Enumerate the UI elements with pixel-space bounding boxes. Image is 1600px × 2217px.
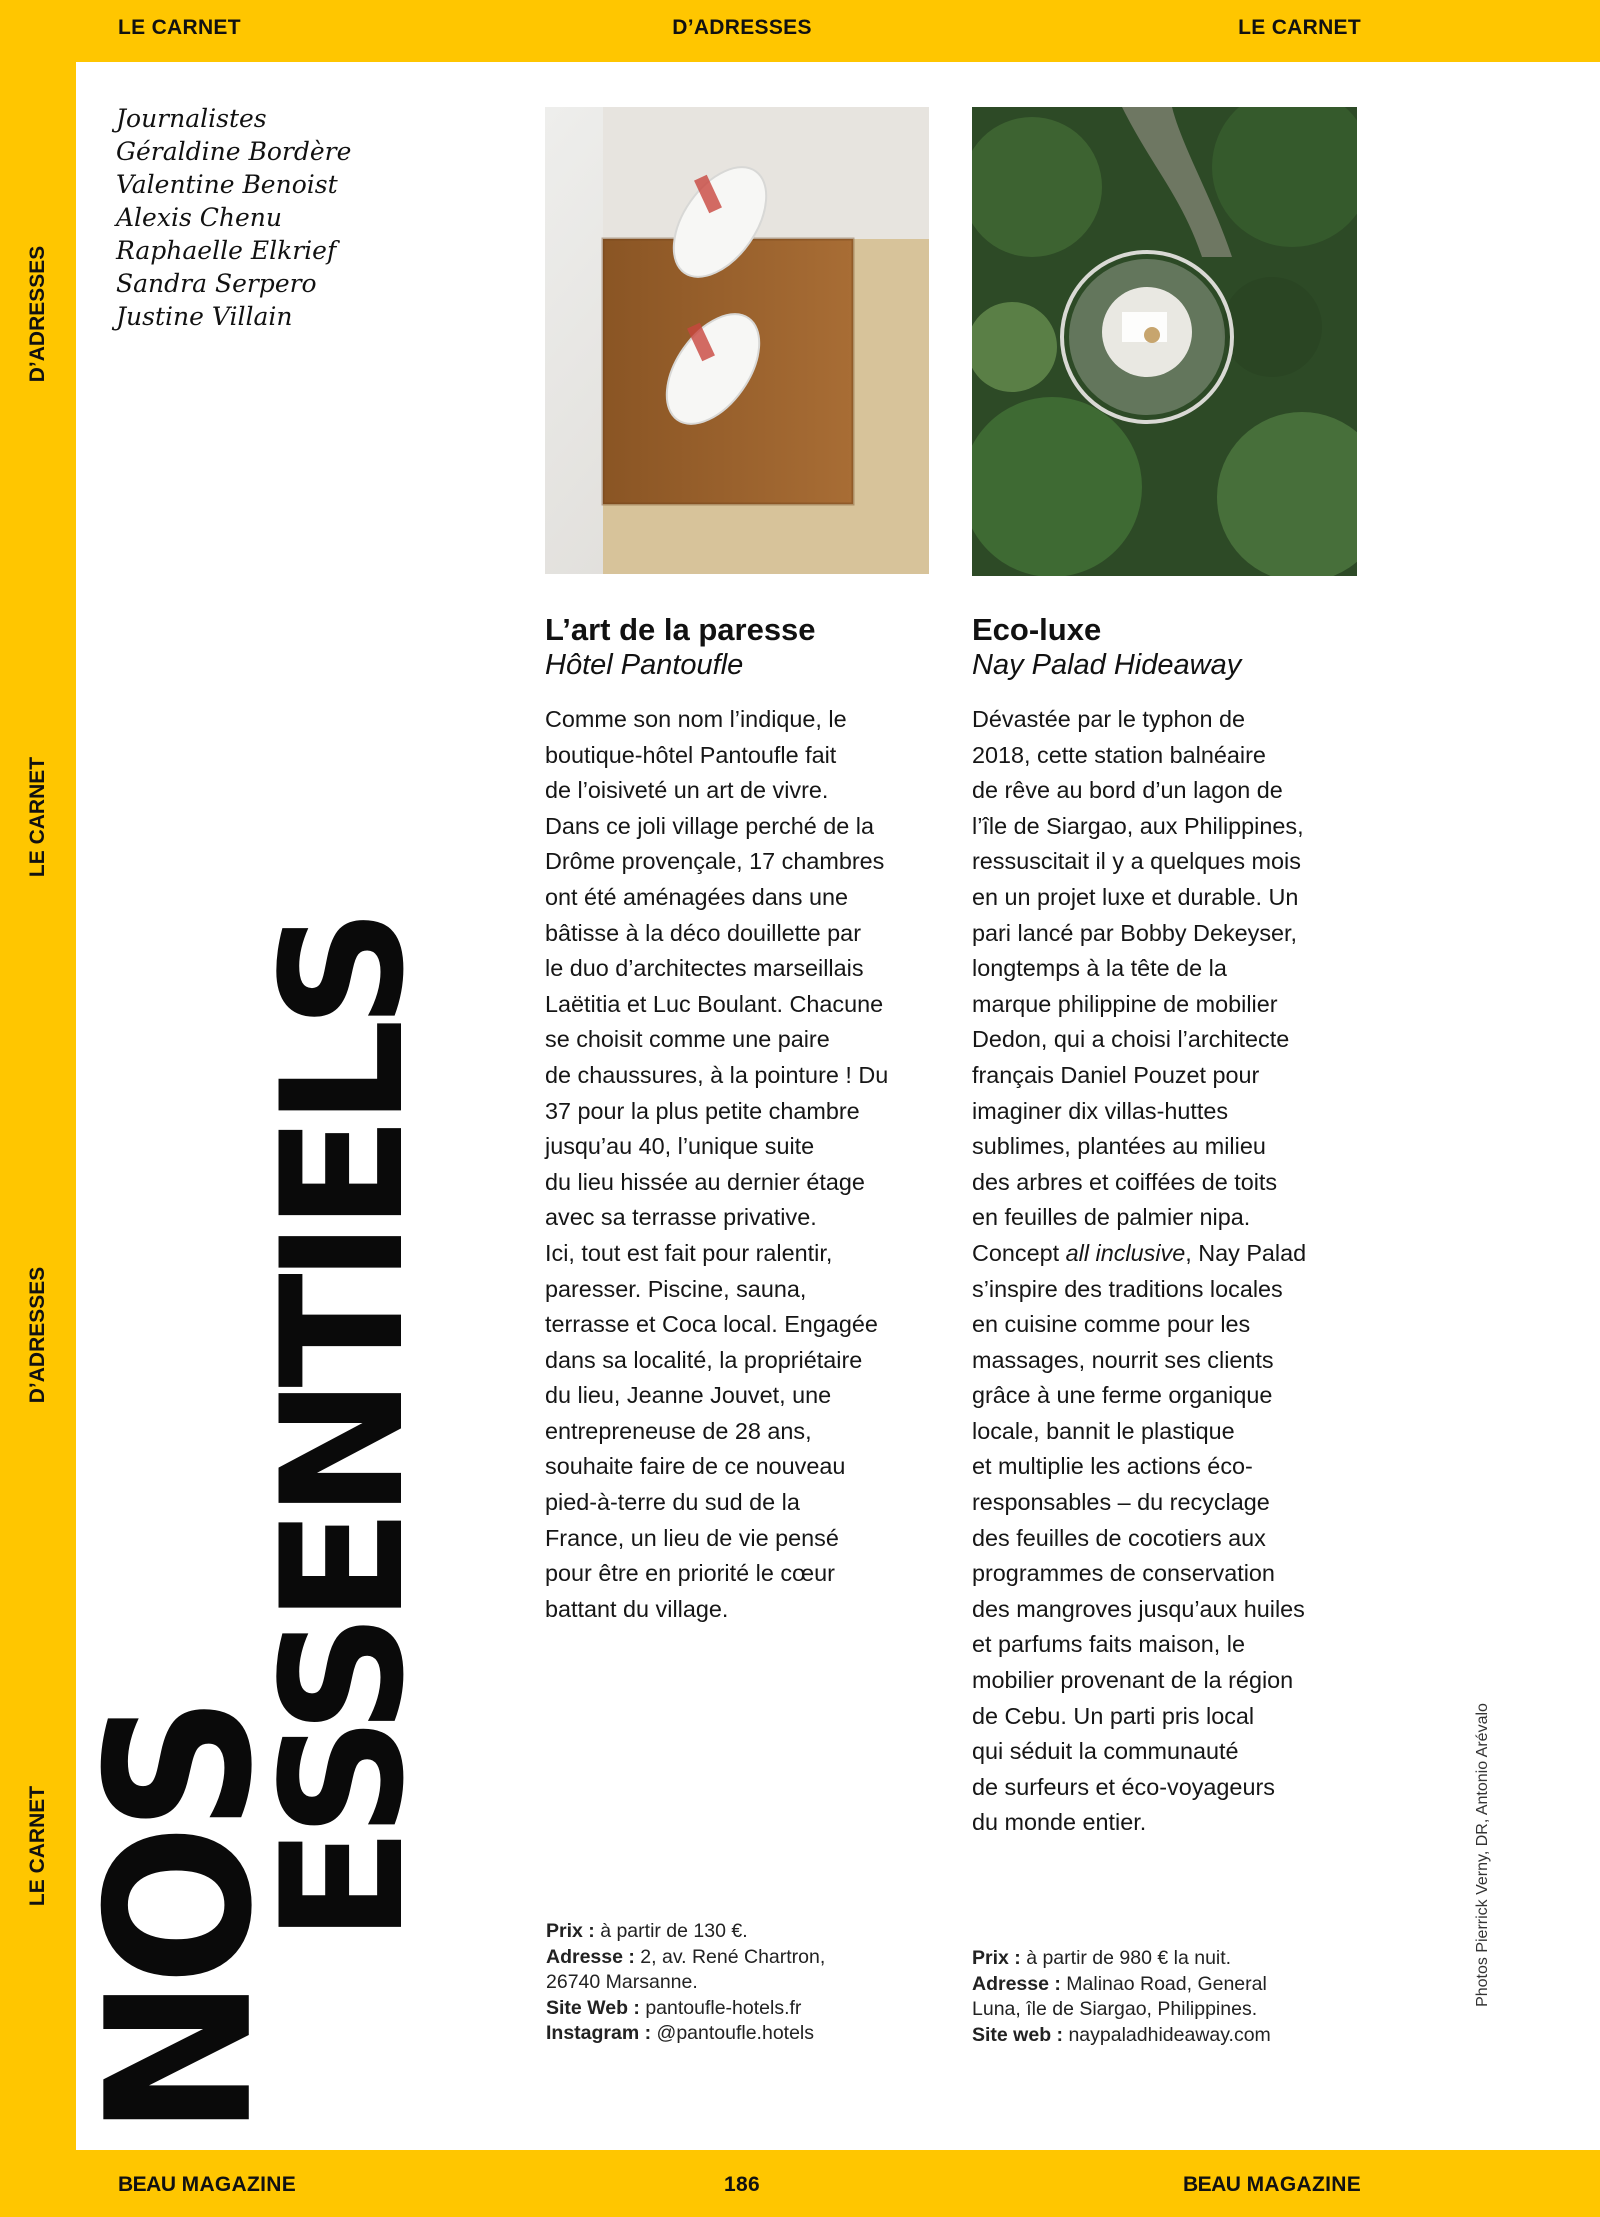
body-line: longtemps à la tête de la bbox=[972, 955, 1227, 982]
body-line: se choisit comme une paire bbox=[545, 1026, 830, 1053]
section-title-nos: NOS bbox=[63, 1703, 297, 2137]
journalist-name: Valentine Benoist bbox=[116, 170, 338, 199]
body-line: de rêve au bord d’un lagon de bbox=[972, 777, 1283, 804]
body-line: imaginer dix villas-huttes bbox=[972, 1097, 1229, 1124]
practical-info-pantoufle bbox=[546, 1919, 825, 2047]
body-line: avec sa terrasse privative. bbox=[545, 1204, 817, 1231]
journalist-name: Sandra Serpero bbox=[116, 269, 317, 298]
body-line: du lieu, Jeanne Jouvet, une bbox=[545, 1382, 832, 1409]
footer-magazine-name: BEAU MAGAZINE bbox=[1182, 2173, 1361, 2196]
article-title: Eco-luxe bbox=[972, 612, 1102, 647]
body-line: massages, nourrit ses clients bbox=[972, 1346, 1274, 1373]
header-right-label: LE CARNET bbox=[1238, 16, 1361, 39]
body-line: Dans ce joli village perché de la bbox=[545, 812, 874, 839]
body-line: Comme son nom l’indique, le bbox=[545, 706, 847, 732]
journalist-list bbox=[116, 102, 351, 333]
info-address: Adresse : 2, av. René Chartron, bbox=[546, 1945, 826, 1968]
body-line: dans sa localité, la propriétaire bbox=[545, 1346, 863, 1373]
body-line: des feuilles de cocotiers aux bbox=[972, 1524, 1266, 1551]
body-line: sublimes, plantées au milieu bbox=[972, 1133, 1266, 1160]
article-subtitle: Hôtel Pantoufle bbox=[545, 649, 744, 681]
info-address: Adresse : Malinao Road, General bbox=[972, 1972, 1267, 1995]
body-line: pour être en priorité le cœur bbox=[545, 1560, 835, 1587]
body-line: et multiplie les actions éco- bbox=[972, 1453, 1253, 1480]
info-price: Prix : à partir de 980 € la nuit. bbox=[972, 1947, 1232, 1969]
body-line: France, un lieu de vie pensé bbox=[545, 1524, 839, 1551]
body-line: locale, bannit le plastique bbox=[972, 1417, 1235, 1444]
body-line: mobilier provenant de la région bbox=[972, 1667, 1294, 1694]
body-line: de surfeurs et éco-voyageurs bbox=[972, 1773, 1275, 1800]
section-title-essentiels: ESSENTIELS bbox=[245, 917, 441, 1943]
body-line: entrepreneuse de 28 ans, bbox=[545, 1417, 812, 1444]
sidebar-label: LE CARNET bbox=[26, 756, 49, 878]
body-line: des arbres et coiffées de toits bbox=[972, 1168, 1278, 1195]
info-instagram[interactable]: Instagram : @pantoufle.hotels bbox=[546, 2022, 815, 2044]
body-line: Laëtitia et Luc Boulant. Chacune bbox=[545, 990, 884, 1017]
body-line: bâtisse à la déco douillette par bbox=[545, 919, 861, 946]
body-line: français Daniel Pouzet pour bbox=[972, 1061, 1260, 1088]
body-line: marque philippine de mobilier bbox=[972, 990, 1278, 1017]
info-address-cont: 26740 Marsanne. bbox=[546, 1971, 698, 1993]
article-body bbox=[545, 702, 935, 1627]
article-subtitle: Nay Palad Hideaway bbox=[972, 649, 1242, 681]
body-line: battant du village. bbox=[545, 1595, 729, 1622]
body-line: terrasse et Coca local. Engagée bbox=[545, 1311, 878, 1338]
info-address-cont: Luna, île de Siargao, Philippines. bbox=[972, 1998, 1258, 2020]
body-line: grâce à une ferme organique bbox=[972, 1382, 1273, 1409]
body-line-concept: Concept all inclusive, Nay Palad bbox=[972, 1239, 1307, 1266]
article-title: L’art de la paresse bbox=[545, 612, 816, 647]
photo-credit: Photos Pierrick Verny, DR, Antonio Arévalo bbox=[1474, 1703, 1491, 2007]
page-number: 186 bbox=[724, 2173, 760, 2196]
body-line: en cuisine comme pour les bbox=[972, 1311, 1251, 1338]
journalist-name: Raphaelle Elkrief bbox=[116, 236, 337, 265]
practical-info-nay-palad bbox=[972, 1946, 1271, 2048]
info-website[interactable]: Site web : naypaladhideaway.com bbox=[972, 2023, 1271, 2046]
journalist-heading: Journalistes bbox=[116, 104, 267, 133]
body-line: ressuscitait il y a quelques mois bbox=[972, 848, 1301, 875]
body-line: de l’oisiveté un art de vivre. bbox=[545, 777, 829, 804]
info-website[interactable]: Site Web : pantoufle-hotels.fr bbox=[546, 1996, 802, 2019]
body-line: Dévastée par le typhon de bbox=[972, 706, 1246, 732]
body-line: des mangroves jusqu’aux huiles bbox=[972, 1595, 1305, 1622]
article-body bbox=[972, 702, 1362, 1841]
body-line: du lieu hissée au dernier étage bbox=[545, 1168, 865, 1195]
body-line: ont été aménagées dans une bbox=[545, 883, 849, 910]
body-line: Drôme provençale, 17 chambres bbox=[545, 848, 885, 875]
body-line: boutique-hôtel Pantoufle fait bbox=[545, 741, 837, 768]
journalist-name: Justine Villain bbox=[116, 302, 293, 331]
body-line: Ici, tout est fait pour ralentir, bbox=[545, 1239, 833, 1266]
body-line: pari lancé par Bobby Dekeyser, bbox=[972, 919, 1298, 946]
footer-magazine-name: BEAU MAGAZINE bbox=[118, 2173, 297, 2196]
body-line: pied-à-terre du sud de la bbox=[545, 1489, 800, 1516]
body-line: l’île de Siargao, aux Philippines, bbox=[972, 812, 1304, 839]
body-line: de chaussures, à la pointure ! Du bbox=[545, 1061, 889, 1088]
sidebar-label: D’ADRESSES bbox=[26, 245, 49, 383]
body-line: qui séduit la communauté bbox=[972, 1738, 1239, 1765]
journalist-name: Géraldine Bordère bbox=[116, 137, 352, 166]
body-line: en un projet luxe et durable. Un bbox=[972, 883, 1299, 910]
body-line: 2018, cette station balnéaire bbox=[972, 741, 1266, 768]
body-line: Dedon, qui a choisi l’architecte bbox=[972, 1026, 1290, 1053]
resort-aerial-photo bbox=[972, 107, 1357, 576]
body-line: jusqu’au 40, l’unique suite bbox=[545, 1133, 815, 1160]
article-pantoufle bbox=[545, 612, 935, 1627]
body-line: le duo d’architectes marseillais bbox=[545, 955, 864, 982]
info-price: Prix : à partir de 130 €. bbox=[546, 1920, 748, 1942]
body-line: responsables – du recyclage bbox=[972, 1489, 1270, 1516]
body-line: paresser. Piscine, sauna, bbox=[545, 1275, 807, 1302]
journalist-name: Alexis Chenu bbox=[116, 203, 282, 232]
article-nay-palad bbox=[972, 612, 1362, 1841]
body-line: souhaite faire de ce nouveau bbox=[545, 1453, 846, 1480]
body-line: 37 pour la plus petite chambre bbox=[545, 1097, 860, 1124]
slippers-photo bbox=[545, 107, 929, 574]
body-line: de Cebu. Un parti pris local bbox=[972, 1702, 1255, 1729]
header-left-label: LE CARNET bbox=[118, 16, 241, 39]
body-line: programmes de conservation bbox=[972, 1560, 1275, 1587]
body-line: et parfums faits maison, le bbox=[972, 1631, 1246, 1658]
header-center-label: D’ADRESSES bbox=[672, 16, 812, 39]
sidebar-label: D’ADRESSES bbox=[26, 1266, 49, 1404]
body-line: du monde entier. bbox=[972, 1809, 1147, 1836]
body-line: en feuilles de palmier nipa. bbox=[972, 1204, 1251, 1231]
sidebar-label: LE CARNET bbox=[26, 1785, 49, 1907]
body-line: s’inspire des traditions locales bbox=[972, 1275, 1283, 1302]
